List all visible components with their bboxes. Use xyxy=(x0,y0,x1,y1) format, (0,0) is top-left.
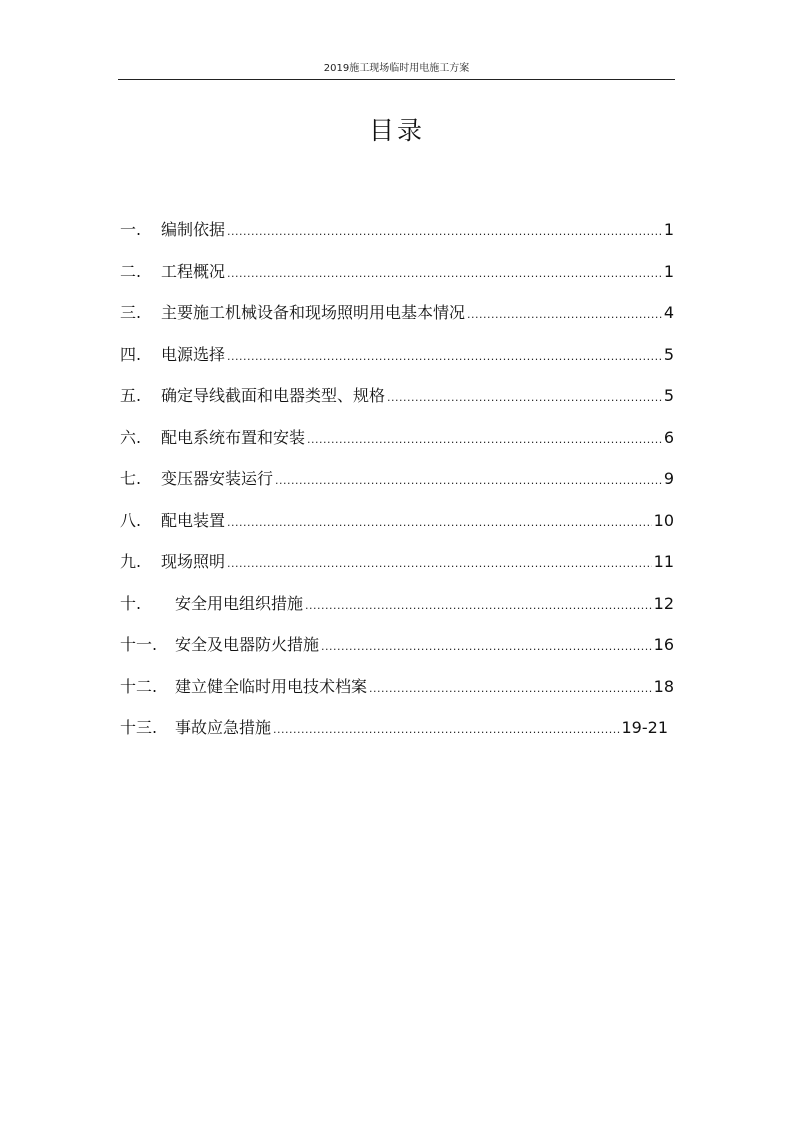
toc-entry-number: 八. xyxy=(120,510,142,530)
toc-entry-number: 一. xyxy=(120,220,142,239)
toc-entry-title: 确定导线截面和电器类型、规格 xyxy=(161,386,386,405)
toc-leader-dots xyxy=(275,469,662,493)
toc-entry[interactable] xyxy=(120,343,674,385)
toc-entry-page: 18 xyxy=(653,676,674,696)
toc-entry-title: 变压器安装运行 xyxy=(161,469,274,488)
toc-entry-number: 十一. xyxy=(120,635,158,654)
toc-entry-title: 安全及电器防火措施 xyxy=(175,635,320,654)
toc-entry-title: 编制依据 xyxy=(161,220,226,239)
toc-entry-page: 10 xyxy=(653,510,674,530)
toc-entry-title: 现场照明 xyxy=(161,552,226,571)
toc-leader-dots xyxy=(305,594,652,618)
toc-entry-page: 9 xyxy=(663,469,674,488)
toc-entry-number: 五. xyxy=(120,386,142,405)
toc-entry-page: 4 xyxy=(663,303,674,322)
toc-leader-dots xyxy=(227,511,652,535)
toc-entry-title: 安全用电组织措施 xyxy=(175,593,304,613)
toc-leader-dots xyxy=(273,718,619,742)
toc-entry-page: 12 xyxy=(653,593,674,613)
toc-leader-dots xyxy=(227,552,652,576)
toc-entry[interactable] xyxy=(120,426,674,468)
toc-entry[interactable] xyxy=(120,384,674,426)
toc-entry-number: 十. xyxy=(120,593,142,613)
toc-entry-page: 5 xyxy=(663,386,674,405)
toc-entry[interactable] xyxy=(120,301,674,343)
table-of-contents xyxy=(120,218,674,758)
toc-entry-number: 十三. xyxy=(120,718,158,737)
toc-entry-title: 电源选择 xyxy=(161,344,226,364)
toc-leader-dots xyxy=(321,635,652,659)
toc-entry[interactable] xyxy=(120,675,674,717)
toc-entry[interactable] xyxy=(120,260,674,302)
toc-entry[interactable] xyxy=(120,592,674,634)
toc-entry-number: 九. xyxy=(120,552,142,571)
toc-leader-dots xyxy=(227,345,662,369)
toc-entry-number: 三. xyxy=(120,303,142,322)
toc-title: 目录 xyxy=(368,116,425,145)
toc-entry-number: 六. xyxy=(120,427,142,447)
toc-entry-number: 十二. xyxy=(120,676,158,696)
toc-entry-page: 16 xyxy=(653,635,674,654)
toc-entry-title: 工程概况 xyxy=(161,261,226,281)
toc-leader-dots xyxy=(467,303,662,327)
toc-entry-title: 事故应急措施 xyxy=(175,718,272,737)
toc-entry-page: 6 xyxy=(663,427,674,447)
toc-entry[interactable] xyxy=(120,716,668,758)
page-header xyxy=(118,62,675,80)
toc-leader-dots xyxy=(307,428,662,452)
toc-leader-dots xyxy=(387,386,662,410)
toc-entry-title: 配电装置 xyxy=(161,510,226,530)
toc-entry-number: 四. xyxy=(120,344,142,364)
toc-entry-number: 七. xyxy=(120,469,142,488)
header-title: 2019施工现场临时用电施工方案 xyxy=(323,63,470,74)
toc-entry-title: 主要施工机械设备和现场照明用电基本情况 xyxy=(161,303,466,322)
toc-leader-dots xyxy=(227,262,662,286)
toc-entry-page: 11 xyxy=(653,552,674,571)
toc-entry[interactable] xyxy=(120,509,674,551)
toc-leader-dots xyxy=(369,677,652,701)
toc-entry[interactable] xyxy=(120,550,674,592)
toc-entry-page: 1 xyxy=(663,220,674,239)
toc-entry-page: 19-21 xyxy=(621,718,668,737)
toc-entry-title: 建立健全临时用电技术档案 xyxy=(175,676,368,696)
toc-entry[interactable] xyxy=(120,633,674,675)
toc-entry-number: 二. xyxy=(120,261,142,281)
toc-entry-page: 5 xyxy=(663,344,674,364)
toc-entry[interactable] xyxy=(120,467,674,509)
toc-entry-page: 1 xyxy=(663,261,674,281)
toc-entry-title: 配电系统布置和安装 xyxy=(161,427,306,447)
toc-leader-dots xyxy=(227,220,662,244)
toc-entry[interactable] xyxy=(120,218,674,260)
